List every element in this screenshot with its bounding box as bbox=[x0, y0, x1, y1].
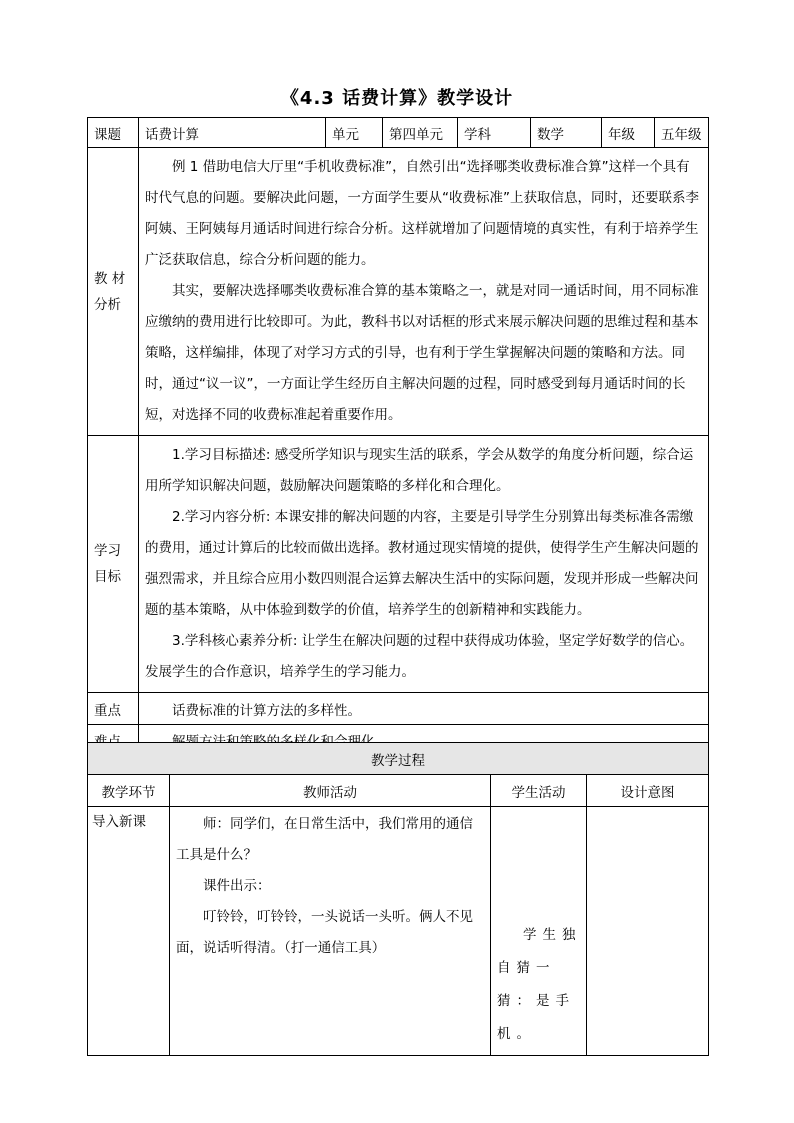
unit-label: 单元 bbox=[326, 118, 383, 148]
student-text: 学生独自猜一猜：是手机。 bbox=[497, 927, 582, 1042]
objective-paragraph: 2.学习内容分析: 本课安排的解决问题的内容，主要是引导学生分别算出每类标准各需缴的费用，通过计算后的比较而做出选择。教材通过现实情境的提供，使得学生产生解决问题的强烈需求，并且综合应用小数四则混合运算去解决生活中的实际问题，发现并形成一些解决问题的基本策略，从中体验到数学的价值，培养学生的创新精神和实践能力。 bbox=[145, 509, 699, 618]
process-row bbox=[88, 807, 709, 1056]
teacher-paragraph: 师：同学们，在日常生活中，我们常用的通信工具是什么？ bbox=[176, 816, 473, 863]
topic-label: 课题 bbox=[88, 118, 139, 148]
unit-value: 第四单元 bbox=[383, 118, 458, 148]
stage-cell: 导入新课 bbox=[88, 807, 170, 1056]
subject-label: 学科 bbox=[458, 118, 531, 148]
column-header-teacher: 教师活动 bbox=[170, 775, 491, 807]
topic-value: 话费计算 bbox=[139, 118, 326, 148]
subject-value: 数学 bbox=[531, 118, 602, 148]
grade-value: 五年级 bbox=[655, 118, 709, 148]
material-analysis-row bbox=[88, 148, 709, 436]
process-title-row bbox=[88, 743, 709, 775]
process-header-row bbox=[88, 775, 709, 807]
column-header-intent: 设计意图 bbox=[587, 775, 709, 807]
teacher-paragraph: 叮铃铃，叮铃铃，一头说话一头听。俩人不见面，说话听得清。（打一通信工具） bbox=[176, 909, 473, 956]
student-activity-cell bbox=[491, 807, 587, 1056]
teacher-activity-cell bbox=[170, 807, 491, 1056]
objectives-content bbox=[139, 436, 709, 693]
objectives-label-line2: 目标 bbox=[94, 569, 121, 585]
header-row bbox=[88, 118, 709, 148]
material-analysis-content bbox=[139, 148, 709, 436]
teaching-process-table bbox=[87, 742, 709, 1056]
material-paragraph: 其实，要解决选择哪类收费标准合算的基本策略之一，就是对同一通话时间，用不同标准应缴纳的费用进行比较即可。为此，教科书以对话框的形式来展示解决问题的思维过程和基本策略，这样编排，体现了对学习方式的引导，也有利于学生掌握解决问题的策略和方法。同时，通过“议一议”，一方面让学生经历自主解决问题的过程，同时感受到每月通话时间的长短，对选择不同的收费标准起着重要作用。 bbox=[145, 283, 699, 423]
lesson-info-table bbox=[87, 117, 709, 756]
material-paragraph: 例 1 借助电信大厅里“手机收费标准”，自然引出“选择哪类收费标准合算”这样一个具有时代气息的问题。要解决此问题，一方面学生要从“收费标准”上获取信息，同时，还要联系李阿姨、王阿姨每月通话时间进行综合分析。这样就增加了问题情境的真实性，有利于培养学生广泛获取信息，综合分析问题的能力。 bbox=[145, 159, 699, 268]
objectives-row bbox=[88, 436, 709, 693]
key-point-row bbox=[88, 693, 709, 725]
material-label-line1: 教 材 bbox=[94, 270, 126, 287]
column-header-stage: 教学环节 bbox=[88, 775, 170, 807]
key-point-text: 话费标准的计算方法的多样性。 bbox=[139, 693, 709, 725]
objectives-label bbox=[88, 436, 139, 693]
material-label-line2: 分析 bbox=[94, 296, 121, 313]
objectives-label-line1: 学习 bbox=[94, 543, 121, 559]
column-header-student: 学生活动 bbox=[491, 775, 587, 807]
grade-label: 年级 bbox=[602, 118, 655, 148]
objective-paragraph: 3.学科核心素养分析: 让学生在解决问题的过程中获得成功体验，坚定学好数学的信心。发展学生的合作意识，培养学生的学习能力。 bbox=[145, 633, 694, 680]
design-intent-cell bbox=[587, 807, 709, 1056]
key-point-label: 重点 bbox=[88, 693, 139, 725]
teacher-paragraph: 课件出示： bbox=[203, 878, 271, 894]
document-title: 《4.3 话费计算》教学设计 bbox=[280, 88, 514, 109]
process-title: 教学过程 bbox=[88, 743, 709, 775]
material-analysis-label bbox=[88, 148, 139, 436]
objective-paragraph: 1.学习目标描述: 感受所学知识与现实生活的联系，学会从数学的角度分析问题，综合运用所学知识解决问题，鼓励解决问题策略的多样化和合理化。 bbox=[145, 447, 694, 494]
